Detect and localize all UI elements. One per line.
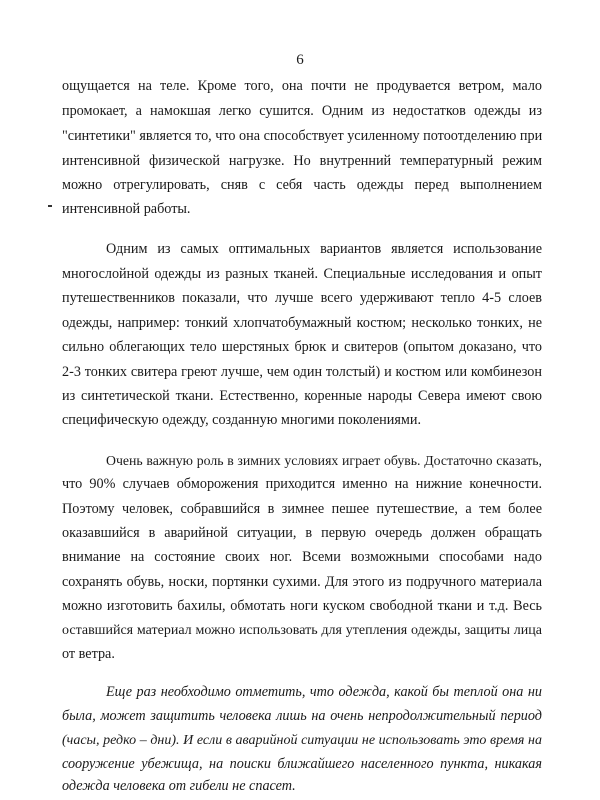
- paragraph-4-line-2: была, может защитить человека лишь на очень непродолжительный период: [62, 708, 542, 724]
- paragraph-1-line-3: "синтетики" является то, что она способствует усиленному потоотделению при: [62, 128, 543, 144]
- paragraph-1-line-6: интенсивной работы.: [62, 201, 191, 217]
- paragraph-4-line-4: сооружение убежища, на поиски ближайшего населенного пункта, никакая: [62, 756, 542, 772]
- paragraph-3-line-9: от ветра.: [62, 646, 115, 662]
- paragraph-1-line-1: ощущается на теле. Кроме того, она почти не продувается ветром, мало: [62, 78, 542, 94]
- paragraph-2-line-2: многослойной одежды из разных тканей. Специальные исследования и опыт: [62, 266, 542, 282]
- paragraph-2-line-3: путешественников показали, что лучше всего удерживают тепло 4-5 слоев: [62, 290, 542, 306]
- page-number: 6: [296, 52, 304, 68]
- paragraph-2-line-6: 2-3 тонких свитера греют лучше, чем один толстый) и костюм или комбинезон: [62, 364, 542, 380]
- paragraph-2-line-4: одежды, например: тонкий хлопчатобумажный костюм; несколько тонких, не: [62, 315, 542, 331]
- paragraph-1-line-4: интенсивной физической нагрузке. Но внутренний температурный режим: [62, 153, 542, 169]
- paragraph-3-line-4: оказавшийся в аварийной ситуации, в первую очередь должен обращать: [62, 525, 542, 541]
- paragraph-3-line-7: можно изготовить бахилы, обмотать ноги куском свободной ткани и т.д. Весь: [62, 598, 542, 614]
- paragraph-1-line-5: можно отрегулировать, сняв с себя часть одежды перед выполнением: [62, 177, 542, 193]
- paragraph-3-line-8: оставшийся материал можно использовать для утепления одежды, защиты лица: [62, 623, 542, 638]
- paragraph-1-line-2: промокает, а намокшая легко сушится. Одним из недостатков одежды из: [62, 103, 542, 119]
- paragraph-4-line-1: Еще раз необходимо отметить, что одежда, какой бы теплой она ни: [106, 684, 542, 700]
- paragraph-3-line-5: внимание на состояние своих ног. Всеми возможными способами надо: [62, 549, 542, 565]
- paragraph-3-line-2: что 90% случаев обморожения приходится именно на нижние конечности.: [62, 476, 542, 492]
- paragraph-3-line-6: сохранять обувь, носки, портянки сухими. Для этого из подручного материала: [62, 574, 542, 590]
- paragraph-4-line-5: одежда человека от гибели не спасет.: [62, 778, 296, 794]
- paragraph-2-line-5: сильно облегающих тело шерстяных брюк и свитеров (опытом доказано, что: [62, 339, 542, 355]
- paragraph-3-line-1: Очень важную роль в зимних условиях играет обувь. Достаточно сказать,: [106, 453, 542, 468]
- margin-mark: [48, 205, 52, 207]
- paragraph-2-line-8: специфическую одежду, созданную многими поколениями.: [62, 412, 422, 428]
- paragraph-4-line-3: (часы, редко – дни). И если в аварийной ситуации не использовать это время на: [62, 733, 542, 748]
- paragraph-2-line-1: Одним из самых оптимальных вариантов является использование: [106, 241, 542, 257]
- paragraph-3-line-3: Поэтому человек, собравшийся в зимнее пешее путешествие, а тем более: [62, 501, 542, 517]
- paragraph-2-line-7: из синтетической ткани. Естественно, коренные народы Севера имеют свою: [62, 388, 542, 404]
